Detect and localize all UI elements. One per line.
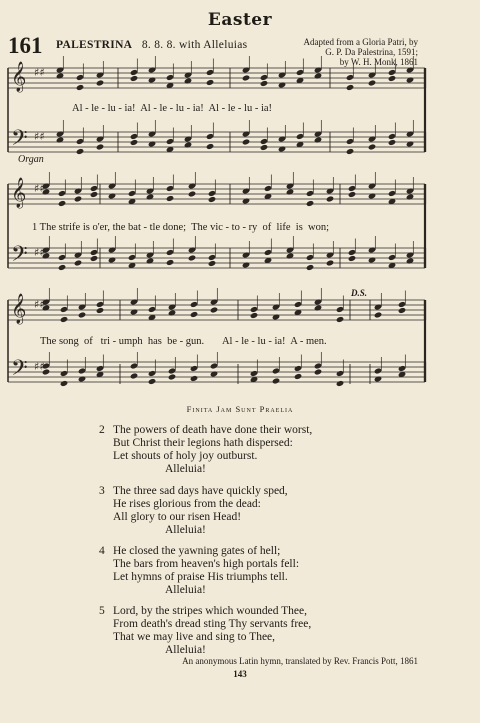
note-head bbox=[148, 67, 156, 74]
tune-name: PALESTRINA bbox=[56, 39, 133, 51]
note-head bbox=[272, 304, 280, 311]
verse-line: The bars from heaven's high portals fell: bbox=[113, 558, 300, 570]
note-head bbox=[388, 75, 396, 82]
note-head bbox=[368, 247, 376, 254]
verse-number: 4 bbox=[99, 545, 105, 557]
note-head bbox=[188, 183, 196, 190]
note-head bbox=[76, 74, 84, 81]
note-head bbox=[406, 258, 414, 265]
note-head bbox=[250, 312, 258, 319]
bass-clef: 𝄢 bbox=[11, 126, 28, 156]
note-head bbox=[242, 75, 250, 82]
note-head bbox=[146, 194, 154, 201]
note-head bbox=[96, 307, 104, 314]
key-signature: ♯♯ bbox=[34, 246, 45, 259]
note-head bbox=[272, 378, 280, 385]
note-head bbox=[74, 260, 82, 267]
note-head bbox=[74, 188, 82, 195]
note-head bbox=[148, 77, 156, 84]
note-head bbox=[96, 80, 104, 87]
note-head bbox=[130, 133, 138, 140]
note-head bbox=[250, 370, 258, 377]
note-head bbox=[128, 190, 136, 197]
note-head bbox=[314, 363, 322, 370]
note-head bbox=[326, 188, 334, 195]
note-head bbox=[368, 72, 376, 79]
note-head bbox=[314, 73, 322, 80]
note-head bbox=[278, 72, 286, 79]
note-head bbox=[76, 84, 84, 91]
note-head bbox=[108, 193, 116, 200]
note-head bbox=[166, 195, 174, 202]
note-head bbox=[74, 252, 82, 259]
verse-line: That we may live and sing to Thee, bbox=[113, 631, 276, 643]
note-head bbox=[306, 190, 314, 197]
note-head bbox=[210, 363, 218, 370]
note-head bbox=[306, 264, 314, 271]
verse-line: From death's dread sting Thy servants free, bbox=[113, 618, 312, 630]
note-head bbox=[188, 191, 196, 198]
note-head bbox=[388, 139, 396, 146]
note-head bbox=[210, 307, 218, 314]
note-head bbox=[148, 306, 156, 313]
note-head bbox=[242, 131, 250, 138]
note-head bbox=[306, 254, 314, 261]
note-head bbox=[374, 312, 382, 319]
note-head bbox=[128, 254, 136, 261]
note-head bbox=[208, 254, 216, 261]
note-head bbox=[60, 306, 68, 313]
verse-5 bbox=[99, 605, 312, 657]
note-head bbox=[184, 72, 192, 79]
note-head bbox=[90, 191, 98, 198]
note-head bbox=[388, 190, 396, 197]
note-head bbox=[260, 138, 268, 145]
note-head bbox=[184, 136, 192, 143]
note-head bbox=[168, 310, 176, 317]
note-head bbox=[294, 301, 302, 308]
note-head bbox=[314, 299, 322, 306]
note-head bbox=[166, 259, 174, 266]
note-head bbox=[168, 374, 176, 381]
verse-line: He rises glorious from the dead: bbox=[113, 498, 261, 510]
note-head bbox=[146, 252, 154, 259]
note-head bbox=[406, 67, 414, 74]
note-head bbox=[58, 190, 66, 197]
note-head bbox=[148, 370, 156, 377]
note-head bbox=[294, 373, 302, 380]
note-head bbox=[346, 148, 354, 155]
system2-lyrics: 1 The strife is o'er, the bat - tle done; The vic - to - ry of life is won; bbox=[32, 222, 330, 233]
verse-line: All glory to our risen Head! bbox=[113, 511, 242, 523]
verse-line: He closed the yawning gates of hell; bbox=[113, 545, 281, 557]
note-head bbox=[336, 316, 344, 323]
note-head bbox=[294, 365, 302, 372]
note-head bbox=[78, 304, 86, 311]
note-head bbox=[314, 305, 322, 312]
note-head bbox=[368, 136, 376, 143]
note-head bbox=[90, 255, 98, 262]
note-head bbox=[406, 77, 414, 84]
key-signature: ♯♯ bbox=[34, 66, 45, 79]
note-head bbox=[250, 306, 258, 313]
note-head bbox=[184, 142, 192, 149]
meter: 8. 8. 8. with Alleluias bbox=[141, 39, 248, 51]
note-head bbox=[58, 254, 66, 261]
verse-refrain: Alleluia! bbox=[165, 584, 206, 596]
note-head bbox=[348, 191, 356, 198]
note-head bbox=[348, 185, 356, 192]
verse-number: 5 bbox=[99, 605, 105, 617]
credit-line: Adapted from a Gloria Patri, by bbox=[303, 37, 418, 47]
note-head bbox=[242, 139, 250, 146]
note-head bbox=[368, 80, 376, 87]
note-head bbox=[130, 69, 138, 76]
note-head bbox=[90, 249, 98, 256]
note-head bbox=[206, 143, 214, 150]
verse-line: But Christ their legions hath dispersed: bbox=[113, 437, 293, 449]
note-head bbox=[260, 144, 268, 151]
verse-line: The three sad days have quickly sped, bbox=[113, 485, 288, 497]
note-head bbox=[58, 264, 66, 271]
note-head bbox=[78, 312, 86, 319]
note-head bbox=[146, 258, 154, 265]
note-head bbox=[190, 365, 198, 372]
note-head bbox=[398, 301, 406, 308]
verse-refrain: Alleluia! bbox=[165, 524, 206, 536]
note-head bbox=[264, 185, 272, 192]
note-head bbox=[210, 299, 218, 306]
page-number: 143 bbox=[233, 669, 247, 679]
note-head bbox=[166, 138, 174, 145]
verse-number: 3 bbox=[99, 485, 105, 497]
note-head bbox=[306, 200, 314, 207]
note-head bbox=[60, 380, 68, 387]
note-head bbox=[286, 253, 294, 260]
note-head bbox=[60, 370, 68, 377]
note-head bbox=[286, 247, 294, 254]
key-signature: ♯♯ bbox=[34, 182, 45, 195]
note-head bbox=[206, 133, 214, 140]
note-head bbox=[130, 373, 138, 380]
note-head bbox=[368, 257, 376, 264]
treble-clef: 𝄞 bbox=[11, 62, 27, 92]
note-head bbox=[314, 67, 322, 74]
credit-line: G. P. Da Palestrina, 1591; bbox=[325, 47, 418, 57]
bass-clef: 𝄢 bbox=[11, 242, 28, 272]
note-head bbox=[56, 131, 64, 138]
note-head bbox=[388, 69, 396, 76]
note-head bbox=[208, 260, 216, 267]
note-head bbox=[374, 368, 382, 375]
note-head bbox=[168, 304, 176, 311]
note-head bbox=[56, 137, 64, 144]
note-head bbox=[336, 370, 344, 377]
note-head bbox=[348, 249, 356, 256]
note-head bbox=[296, 133, 304, 140]
note-head bbox=[184, 78, 192, 85]
note-head bbox=[56, 73, 64, 80]
note-head bbox=[260, 74, 268, 81]
note-head bbox=[242, 262, 250, 269]
verse-4 bbox=[99, 545, 300, 597]
note-head bbox=[374, 304, 382, 311]
note-head bbox=[314, 137, 322, 144]
note-head bbox=[296, 69, 304, 76]
note-head bbox=[278, 136, 286, 143]
organ-label: Organ bbox=[18, 154, 44, 165]
note-head bbox=[336, 306, 344, 313]
note-head bbox=[242, 188, 250, 195]
note-head bbox=[166, 249, 174, 256]
note-head bbox=[314, 369, 322, 376]
note-head bbox=[146, 188, 154, 195]
note-head bbox=[278, 82, 286, 89]
key-signature: ♯♯ bbox=[34, 130, 45, 143]
verse-2 bbox=[99, 424, 313, 476]
note-head bbox=[406, 131, 414, 138]
verse-refrain: Alleluia! bbox=[165, 644, 206, 656]
note-head bbox=[166, 74, 174, 81]
note-head bbox=[74, 196, 82, 203]
note-head bbox=[108, 247, 116, 254]
verse-3 bbox=[99, 485, 288, 537]
note-head bbox=[388, 254, 396, 261]
note-head bbox=[208, 196, 216, 203]
note-head bbox=[90, 185, 98, 192]
note-head bbox=[346, 74, 354, 81]
note-head bbox=[264, 249, 272, 256]
note-head bbox=[60, 316, 68, 323]
note-head bbox=[314, 131, 322, 138]
note-head bbox=[58, 200, 66, 207]
note-head bbox=[326, 260, 334, 267]
note-head bbox=[56, 67, 64, 74]
note-head bbox=[260, 80, 268, 87]
verse-line: Let hymns of praise His triumphs tell. bbox=[113, 571, 288, 583]
note-head bbox=[406, 194, 414, 201]
note-head bbox=[242, 198, 250, 205]
note-head bbox=[272, 314, 280, 321]
note-head bbox=[286, 183, 294, 190]
note-head bbox=[168, 368, 176, 375]
note-head bbox=[108, 183, 116, 190]
note-head bbox=[190, 301, 198, 308]
note-head bbox=[148, 131, 156, 138]
verse-line: Let shouts of holy joy outburst. bbox=[113, 450, 258, 462]
note-head bbox=[326, 252, 334, 259]
note-head bbox=[348, 255, 356, 262]
note-head bbox=[190, 311, 198, 318]
note-head bbox=[96, 72, 104, 79]
note-head bbox=[96, 144, 104, 151]
note-head bbox=[130, 75, 138, 82]
note-head bbox=[210, 371, 218, 378]
note-head bbox=[406, 252, 414, 259]
latin-title: Finita Jam Sunt Praelia bbox=[186, 404, 294, 414]
system3-lyrics: The song of tri - umph has be - gun. Al - le - lu - ia! A - men. bbox=[40, 336, 327, 347]
note-head bbox=[278, 146, 286, 153]
note-head bbox=[368, 144, 376, 151]
note-head bbox=[406, 141, 414, 148]
note-head bbox=[76, 138, 84, 145]
ds-mark: D.S. bbox=[351, 288, 368, 298]
system1-lyrics: Al - le - lu - ia! Al - le - lu - ia! Al - le - lu - ia! bbox=[72, 103, 273, 114]
note-head bbox=[242, 252, 250, 259]
key-signature: ♯♯ bbox=[34, 298, 45, 311]
note-head bbox=[398, 307, 406, 314]
note-head bbox=[148, 141, 156, 148]
note-head bbox=[148, 378, 156, 385]
note-head bbox=[368, 183, 376, 190]
note-head bbox=[188, 255, 196, 262]
note-head bbox=[326, 196, 334, 203]
verse-number: 2 bbox=[99, 424, 105, 436]
treble-clef: 𝄞 bbox=[11, 294, 27, 324]
note-head bbox=[272, 368, 280, 375]
note-head bbox=[130, 363, 138, 370]
note-head bbox=[96, 365, 104, 372]
note-head bbox=[346, 84, 354, 91]
note-head bbox=[78, 376, 86, 383]
note-head bbox=[242, 67, 250, 74]
note-head bbox=[130, 299, 138, 306]
hymn-number: 161 bbox=[8, 33, 43, 58]
key-signature: ♯♯ bbox=[34, 360, 45, 373]
verse-line: The powers of death have done their worst, bbox=[113, 424, 313, 436]
note-head bbox=[166, 185, 174, 192]
note-head bbox=[206, 79, 214, 86]
treble-clef: 𝄞 bbox=[11, 178, 27, 208]
note-head bbox=[108, 257, 116, 264]
credit-line: by W. H. Monk, 1861 bbox=[339, 57, 418, 67]
bass-clef: 𝄢 bbox=[11, 356, 28, 386]
note-head bbox=[96, 301, 104, 308]
note-head bbox=[286, 189, 294, 196]
note-head bbox=[206, 69, 214, 76]
note-head bbox=[374, 376, 382, 383]
verse-refrain: Alleluia! bbox=[165, 463, 206, 475]
note-head bbox=[368, 193, 376, 200]
note-head bbox=[78, 368, 86, 375]
note-head bbox=[388, 133, 396, 140]
note-head bbox=[76, 148, 84, 155]
note-head bbox=[346, 138, 354, 145]
note-head bbox=[336, 380, 344, 387]
note-head bbox=[130, 139, 138, 146]
note-head bbox=[398, 365, 406, 372]
note-head bbox=[208, 190, 216, 197]
translation-credit: An anonymous Latin hymn, translated by Rev. Francis Pott, 1861 bbox=[182, 656, 418, 666]
season-heading: Easter bbox=[207, 10, 273, 30]
note-head bbox=[188, 247, 196, 254]
note-head bbox=[96, 136, 104, 143]
note-head bbox=[190, 375, 198, 382]
note-head bbox=[130, 309, 138, 316]
verse-line: Lord, by the stripes which wounded Thee, bbox=[113, 605, 307, 617]
note-head bbox=[406, 188, 414, 195]
